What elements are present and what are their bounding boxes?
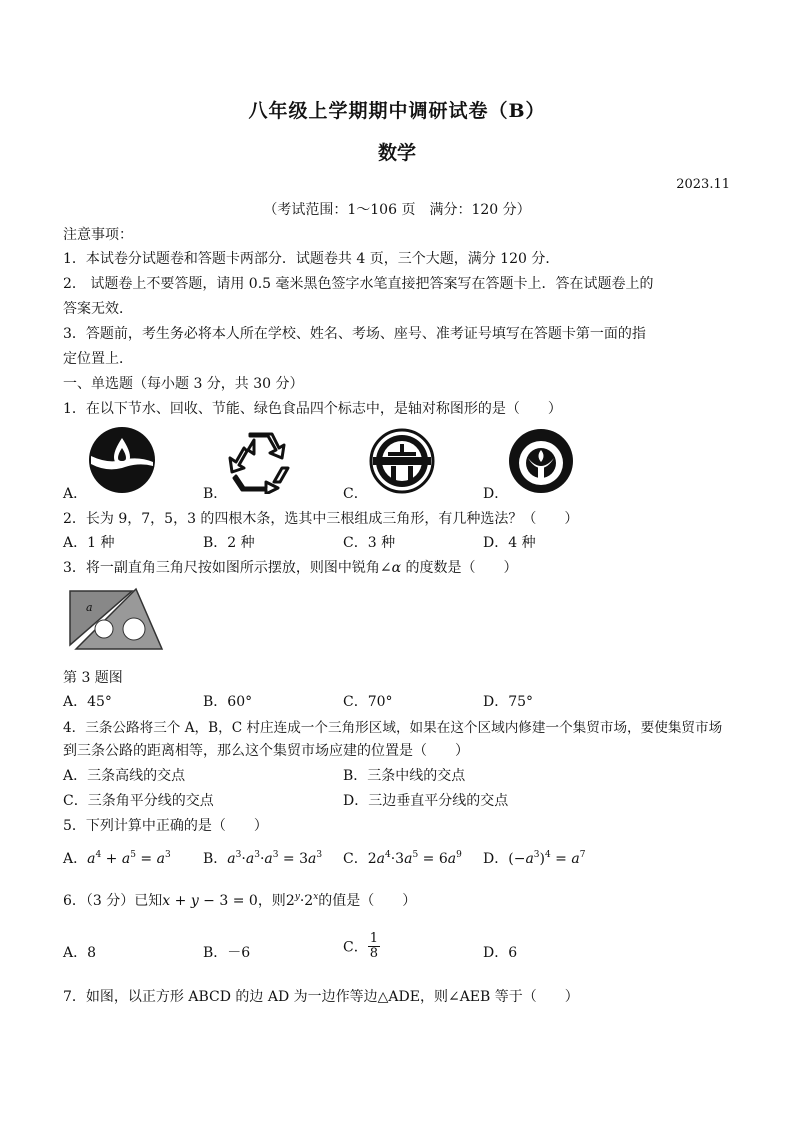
exam-subject: 数学 — [377, 142, 416, 164]
figure-angle-label: a — [86, 601, 93, 614]
question-5-option-b: B．$a^3\cdot a^3\cdot a^3 = 3a^3$ — [203, 850, 323, 867]
question-2-option-b: B．2 种 — [203, 535, 255, 551]
exam-title: 八年级上学期期中调研试卷（B） — [248, 100, 546, 122]
question-3-option-c: C．70° — [343, 694, 393, 710]
green-food-logo-icon — [508, 428, 574, 494]
notice-heading: 注意事项： — [63, 227, 133, 243]
question-6-option-c: C． $\frac{1}{8}$ — [343, 931, 378, 961]
question-5-option-c: C．$2a^4\cdot 3a^5 = 6a^9$ — [343, 850, 462, 867]
question-4-stem-b: 到三条公路的距离相等，那么这个集贸市场应建的位置是（ ） — [63, 743, 469, 759]
water-saving-logo-icon — [88, 426, 156, 494]
question-6-option-d: D．6 — [483, 945, 518, 961]
question-1-option-d: D． — [483, 486, 509, 502]
question-7-stem: 7．如图，以正方形 ABCD 的边 AD 为一边作等边△ADE，则∠AEB 等于（ ） — [63, 989, 579, 1005]
triangle-rulers-figure — [66, 585, 166, 653]
question-3-option-a: A．45° — [63, 694, 112, 710]
question-3-option-b: B．60° — [203, 694, 253, 710]
question-3-stem: 3．将一副直角三角尺按如图所示摆放，则图中锐角∠α 的度数是（ ） — [63, 560, 518, 576]
question-1-option-b: B． — [203, 486, 228, 502]
question-6-stem: 6．（3 分）已知x + y − 3 = 0，则$2^y\cdot 2^x$的值是（ ） — [63, 892, 417, 909]
question-4-stem-a: 4．三条公路将三个 A，B，C 村庄连成一个三角形区域，如果在这个区域内修建一个集贸市场，要使集贸市场 — [63, 720, 723, 736]
notice-line-1: 1．本试卷分试题卷和答题卡两部分．试题卷共 4 页，三个大题，满分 120 分． — [63, 251, 560, 267]
question-2-stem: 2．长为 9，7，5，3 的四根木条，选其中三根组成三角形，有几种选法？（ ） — [63, 511, 579, 527]
notice-line-2b: 答案无效． — [63, 301, 133, 317]
question-6-option-a: A．8 — [63, 945, 97, 961]
notice-line-3b: 定位置上． — [63, 351, 133, 367]
question-5-option-a: A．$a^4 + a^5 = a^3$ — [63, 850, 171, 867]
exam-date: 2023.11 — [676, 177, 730, 192]
recycle-logo-icon — [226, 428, 292, 494]
question-6-option-b: B．－6 — [203, 945, 251, 961]
notice-line-3a: 3．答题前，考生务必将本人所在学校、姓名、考场、座号、准考证号填写在答题卡第一面的指 — [63, 326, 646, 342]
energy-saving-logo-icon — [369, 428, 435, 494]
question-2-option-c: C．3 种 — [343, 535, 396, 551]
question-1-stem: 1．在以下节水、回收、节能、绿色食品四个标志中，是轴对称图形的是（ ） — [63, 401, 562, 417]
question-2-option-d: D．4 种 — [483, 535, 536, 551]
question-3-option-d: D．75° — [483, 694, 534, 710]
section-heading: 一、单选题（每小题 3 分，共 30 分） — [63, 376, 304, 392]
question-1-option-a: A． — [63, 486, 88, 502]
question-5-stem: 5．下列计算中正确的是（ ） — [63, 818, 268, 834]
question-3-caption: 第 3 题图 — [63, 670, 123, 686]
question-1-option-c: C． — [343, 486, 368, 502]
question-2-option-a: A．1 种 — [63, 535, 115, 551]
notice-line-2a: 2． 试题卷上不要答题，请用 0.5 毫米黑色签字水笔直接把答案写在答题卡上．答在试题卷上的 — [63, 276, 654, 292]
fraction-one-eighth: $\frac{1}{8}$ — [369, 931, 378, 961]
exam-range: （考试范围：1～106 页 满分：120 分） — [263, 202, 531, 218]
question-4-option-b: B．三条中线的交点 — [343, 768, 466, 784]
question-5-option-d: D．$(-a^3)^4 = a^7$ — [483, 850, 586, 867]
question-4-option-c: C．三条角平分线的交点 — [63, 793, 214, 809]
question-4-option-a: A．三条高线的交点 — [63, 768, 186, 784]
question-4-option-d: D．三边垂直平分线的交点 — [343, 793, 509, 809]
